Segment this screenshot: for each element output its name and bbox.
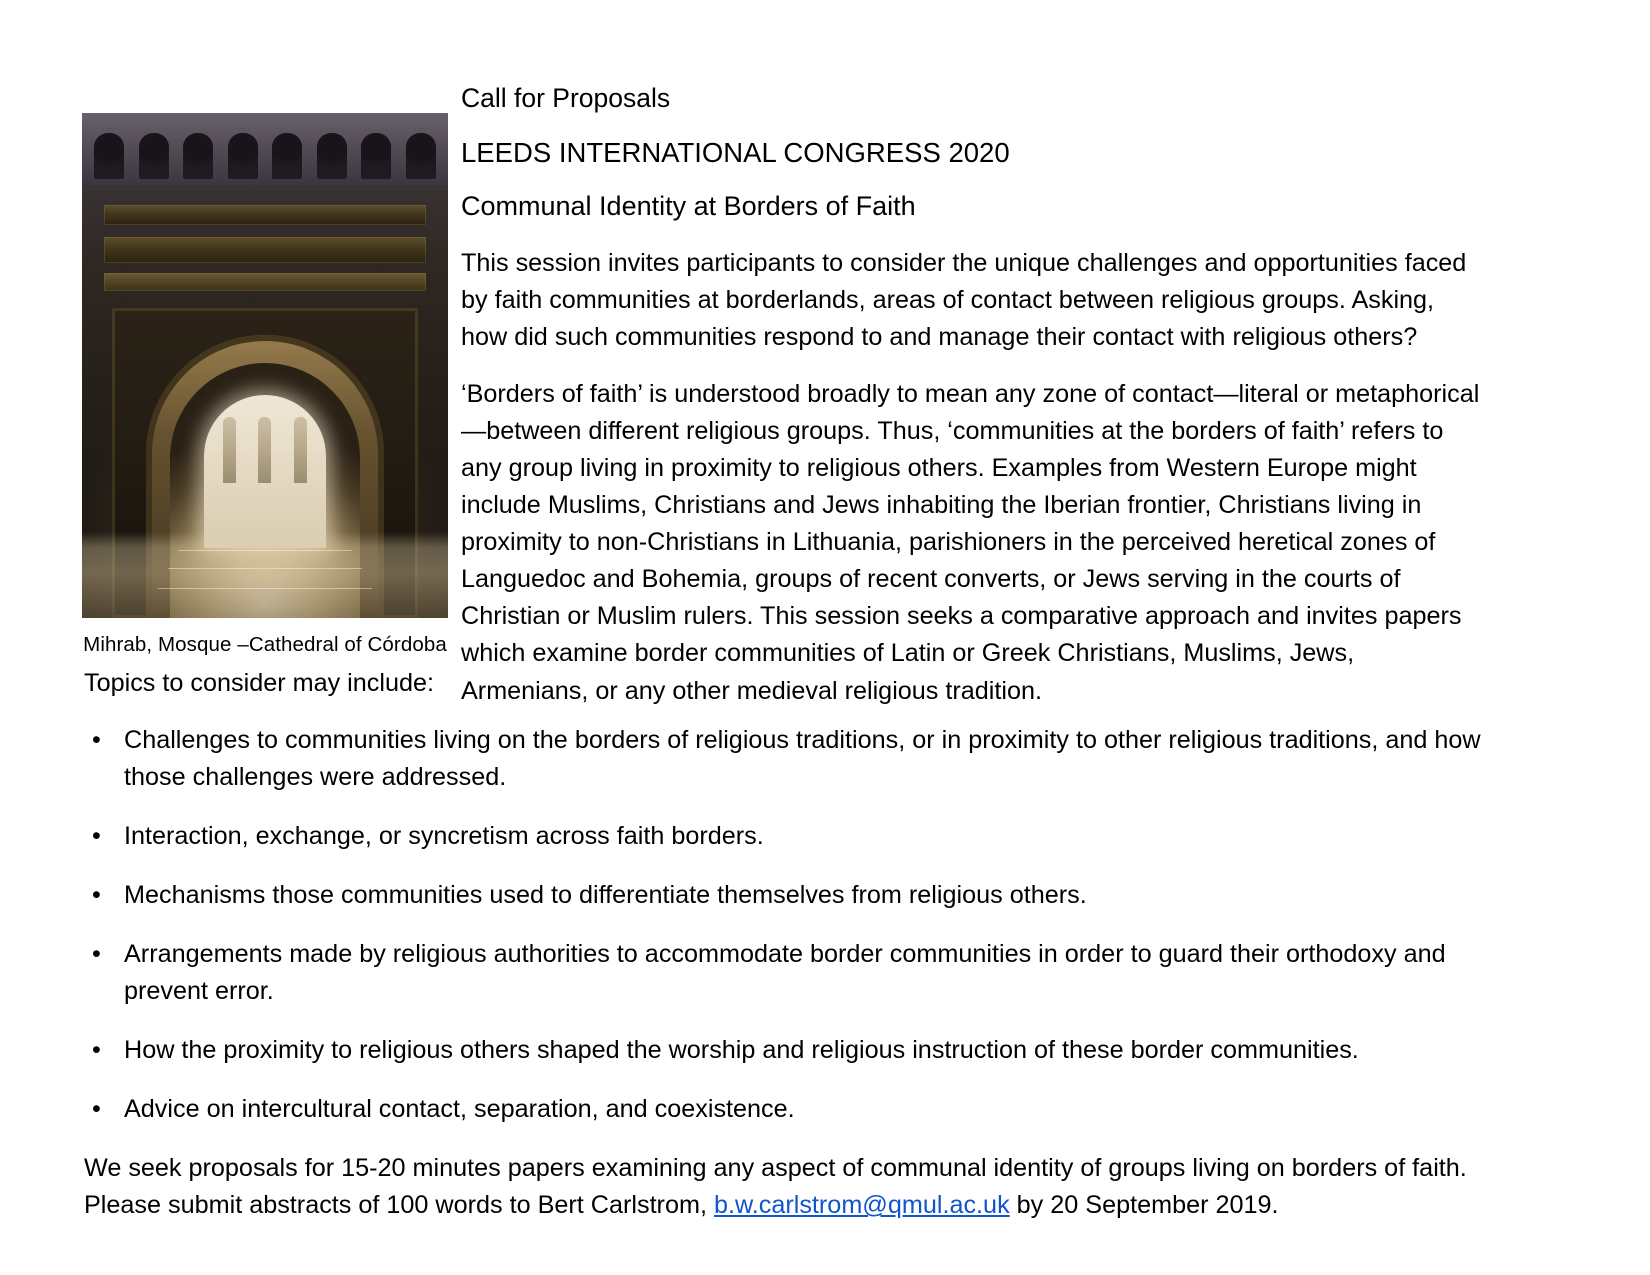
intro-paragraph-2: ‘Borders of faith’ is understood broadly to mean any zone of contact—literal or metaphorical—between different religious groups. Thus, ‘communities at the borders of faith’ refers to any group living in proximity to religious others. Examples from Western Europe might include Muslims, Christians and Jews inhabiting the Iberian frontier, Christians living in proximity to non-Christians in Lithuania, parishioners in the perceived heretical zones of Languedoc and Bohemia, groups of recent converts, or Jews serving in the courts of Christian or Muslim rulers. This session seeks a comparative approach and invites papers which examine border communities of Latin or Greek Christians, Muslims, Jews, Armenians, or any other medieval religious tradition. — [461, 380, 1480, 705]
page-title: LEEDS INTERNATIONAL CONGRESS 2020 — [461, 136, 1010, 168]
photo-inscription-band-3 — [104, 273, 426, 291]
topic-list-item — [84, 1091, 1484, 1128]
topic-list-item-text: Mechanisms those communities used to differentiate themselves from religious others. — [124, 881, 1087, 910]
header-and-intro-column — [461, 80, 1483, 730]
topic-list-item — [84, 1032, 1484, 1069]
mihrab-photo — [82, 113, 448, 618]
photo-arcade-arches — [94, 127, 436, 179]
topic-list-item-text: Challenges to communities living on the borders of religious traditions, or in proximity to other religious traditions, and how those challenges were addressed. — [124, 726, 1481, 792]
topic-list-item-text: Interaction, exchange, or syncretism across faith borders. — [124, 822, 764, 851]
figure — [82, 113, 448, 659]
bullet-icon: • — [92, 1095, 101, 1124]
intro-paragraph-1: This session invites participants to consider the unique challenges and opportunities faced by faith communities at borderlands, areas of contact between religious groups. Asking, how did such communities respond to and manage their contact with religious others? — [461, 249, 1474, 352]
topic-list-item — [84, 818, 1484, 855]
topic-list-item — [84, 722, 1484, 796]
photo-inscription-band-1 — [104, 205, 426, 225]
photo-inscription-band-2 — [104, 237, 426, 263]
topic-list-item — [84, 877, 1484, 914]
topics-list — [84, 722, 1484, 1128]
figure-caption: Mihrab, Mosque –Cathedral of Córdoba — [83, 633, 447, 656]
closing-paragraph — [84, 1150, 1484, 1224]
topic-list-item-text: Arrangements made by religious authorities to accommodate border communities in order to guard their orthodoxy and prevent error. — [124, 940, 1446, 1006]
topics-lead-in: Topics to consider may include: — [84, 669, 434, 697]
closing-text-after: by 20 September 2019. — [1009, 1191, 1279, 1220]
session-subtitle: Communal Identity at Borders of Faith — [461, 190, 916, 221]
bullet-icon: • — [92, 940, 101, 969]
bullet-icon: • — [92, 1036, 101, 1065]
topic-list-item-text: How the proximity to religious others shaped the worship and religious instruction of these border communities. — [124, 1036, 1359, 1065]
bullet-icon: • — [92, 881, 101, 910]
bullet-icon: • — [92, 822, 101, 851]
contact-email-link[interactable]: b.w.carlstrom@qmul.ac.uk — [713, 1191, 1010, 1220]
photo-columns — [212, 405, 318, 483]
bullet-icon: • — [92, 726, 101, 755]
photo-floor — [82, 532, 448, 618]
topics-section — [84, 665, 1484, 1225]
topic-list-item-text: Advice on intercultural contact, separation, and coexistence. — [124, 1095, 795, 1124]
closing-text-before: We seek proposals for 15-20 minutes papers examining any aspect of communal identity of groups living on borders of faith. Please submit abstracts of 100 words to Bert Carlstrom, — [84, 1154, 1467, 1220]
kicker-heading: Call for Proposals — [461, 83, 671, 113]
topic-list-item — [84, 936, 1484, 1010]
